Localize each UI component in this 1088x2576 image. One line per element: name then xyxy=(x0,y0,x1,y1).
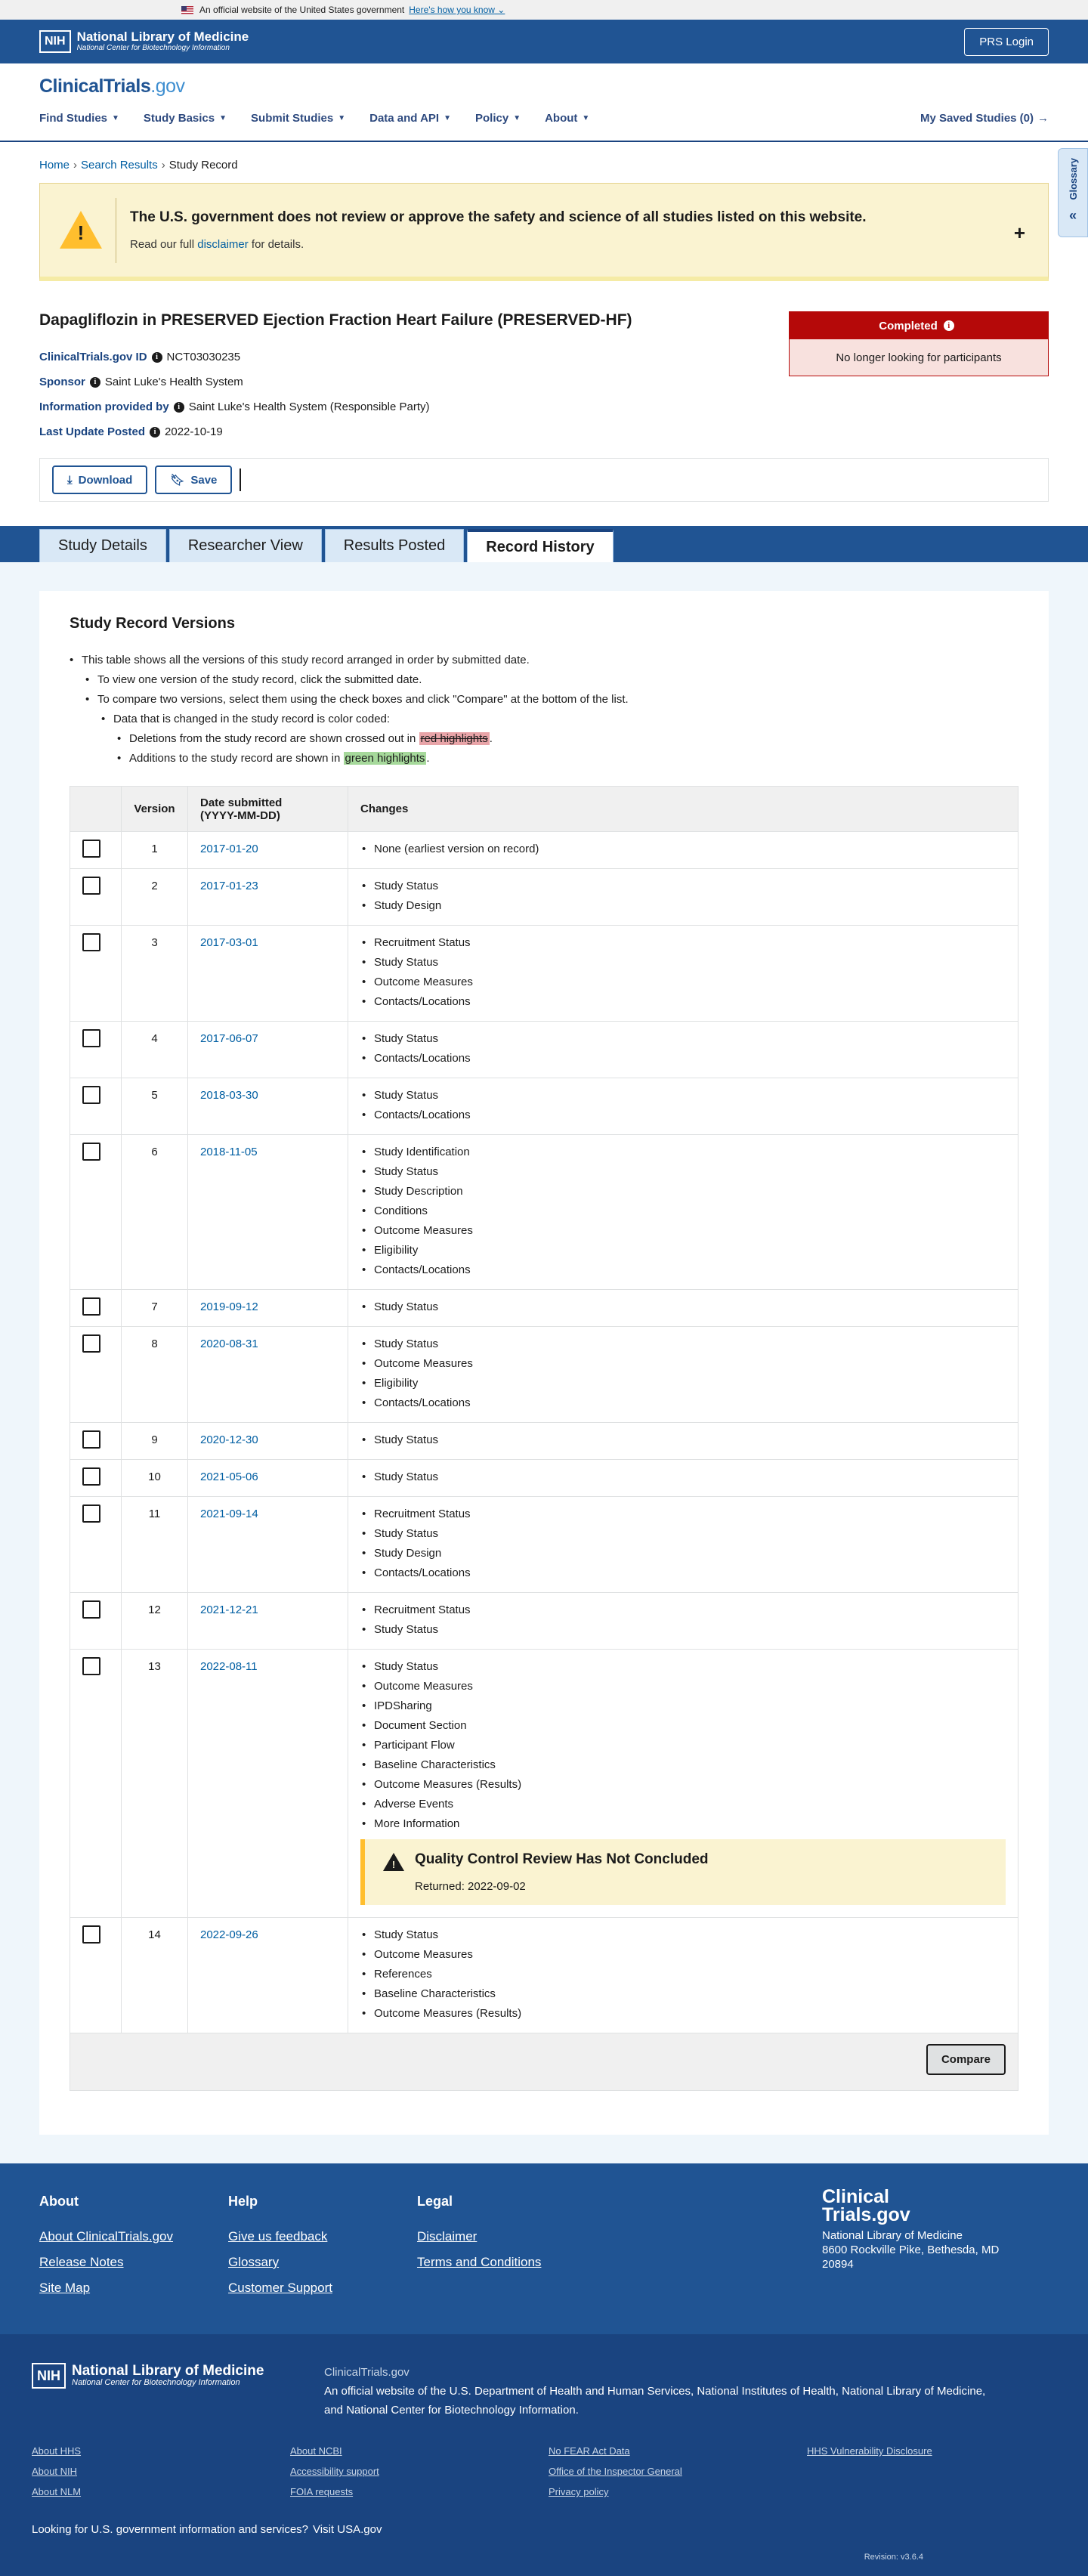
select-cell xyxy=(70,1078,122,1135)
version-number: 2 xyxy=(122,869,188,926)
nlm-logo[interactable] xyxy=(39,30,249,53)
us-flag-icon xyxy=(181,6,193,14)
change-item: • Participant Flow xyxy=(360,1739,1006,1752)
changes-cell xyxy=(348,1650,1018,1918)
date-cell xyxy=(188,1423,348,1460)
select-cell xyxy=(70,1423,122,1460)
change-item: • Baseline Characteristics xyxy=(360,1758,1006,1771)
change-item: • Outcome Measures xyxy=(360,1357,1006,1370)
change-item: • Document Section xyxy=(360,1719,1006,1732)
compare-row xyxy=(70,2033,1018,2091)
change-item: • More Information xyxy=(360,1817,1006,1830)
date-cell xyxy=(188,1650,348,1918)
version-number: 5 xyxy=(122,1078,188,1135)
table-row xyxy=(70,1022,1018,1078)
version-number: 9 xyxy=(122,1423,188,1460)
divider xyxy=(240,469,241,491)
version-date-link[interactable]: 2018-03-30 xyxy=(200,1089,258,1102)
gov-link[interactable]: About NLM xyxy=(32,2486,82,2497)
footer-link-glossary[interactable]: Glossary xyxy=(228,2255,280,2269)
versions-card xyxy=(39,591,1049,2135)
gov-links xyxy=(32,2445,1056,2497)
changes-cell xyxy=(348,1497,1018,1593)
change-item: • Study Status xyxy=(360,1032,1006,1045)
footer-ct-logo[interactable]: Clinical Trials.gov xyxy=(822,2186,910,2225)
expand-plus-icon[interactable]: + xyxy=(1013,221,1025,244)
info-icon[interactable]: i xyxy=(152,352,162,363)
version-date-link[interactable]: 2021-09-14 xyxy=(200,1508,258,1520)
version-checkbox[interactable] xyxy=(82,1143,100,1161)
usa-gov-line: Looking for U.S. government information and services? Visit USA.gov xyxy=(32,2523,382,2536)
table-row xyxy=(70,832,1018,869)
footer-brand xyxy=(822,2188,1020,2271)
versions-title: Study Record Versions xyxy=(70,615,235,632)
change-item: • Baseline Characteristics xyxy=(360,1987,1006,2000)
change-item: • Study Status xyxy=(360,1300,1006,1313)
tab-results-posted[interactable]: Results Posted xyxy=(325,529,465,562)
heres-how-link[interactable]: Here's how you know ⌄ xyxy=(409,5,505,15)
date-cell xyxy=(188,1022,348,1078)
nav-policy[interactable]: Policy ▼ xyxy=(475,112,521,125)
changes-cell xyxy=(348,1135,1018,1290)
gov-banner xyxy=(0,0,1088,20)
change-item: • Contacts/Locations xyxy=(360,995,1006,1008)
change-item: • Study Status xyxy=(360,1165,1006,1178)
table-row xyxy=(70,1650,1018,1918)
qc-alert xyxy=(360,1839,1006,1905)
red-highlight-sample: red highlights xyxy=(420,732,488,745)
disclaimer-link[interactable]: disclaimer xyxy=(197,238,249,251)
date-cell xyxy=(188,832,348,869)
change-item: • Study Status xyxy=(360,956,1006,969)
table-row xyxy=(70,1327,1018,1423)
footer-address: National Library of Medicine 8600 Rockville Pike, Bethesda, MD 20894 xyxy=(822,2229,1000,2271)
change-item: • Contacts/Locations xyxy=(360,1566,1006,1579)
info-provided-value: Saint Luke's Health System (Responsible Party) xyxy=(188,400,430,413)
changes-cell xyxy=(348,832,1018,869)
change-item: • Outcome Measures xyxy=(360,1948,1006,1961)
usa-gov-link[interactable]: Visit USA.gov xyxy=(313,2523,382,2536)
status-box xyxy=(789,311,1049,376)
tab-researcher-view[interactable]: Researcher View xyxy=(169,529,322,562)
chevron-down-icon: ▼ xyxy=(338,114,346,122)
breadcrumb-separator-icon: › xyxy=(161,159,165,172)
select-cell xyxy=(70,1022,122,1078)
nav-data-api[interactable]: Data and API ▼ xyxy=(369,112,451,125)
change-item: • Study Status xyxy=(360,1337,1006,1350)
info-icon[interactable]: i xyxy=(944,320,954,331)
col-version: Version xyxy=(122,787,188,832)
version-number: 11 xyxy=(122,1497,188,1593)
table-row xyxy=(70,1460,1018,1497)
ct-header xyxy=(0,63,1088,142)
gov-link[interactable]: Office of the Inspector General xyxy=(549,2466,682,2477)
change-item: • Conditions xyxy=(360,1205,1006,1217)
desc-item-additions: • Additions to the study record are shown in green highlights . xyxy=(117,752,1018,765)
change-item: • Contacts/Locations xyxy=(360,1396,1006,1409)
nlm-footer-info: ClinicalTrials.gov An official website of the U.S. Department of Health and Human Services, National Institutes of Health, National Library of Medicine, and National Center for Biotechnology Information. xyxy=(324,2366,986,2417)
change-item: • Contacts/Locations xyxy=(360,1109,1006,1121)
version-checkbox[interactable] xyxy=(82,933,100,951)
version-number: 10 xyxy=(122,1460,188,1497)
changes-cell xyxy=(348,1918,1018,2033)
record-history-content xyxy=(0,562,1088,2163)
status-subtext: No longer looking for participants xyxy=(790,339,1048,376)
nlm-footer-logo[interactable]: NIH National Library of Medicine National Center for Biotechnology Information xyxy=(32,2363,324,2389)
version-number: 14 xyxy=(122,1918,188,2033)
version-number: 13 xyxy=(122,1650,188,1918)
nav-about[interactable]: About ▼ xyxy=(545,112,590,125)
chevron-down-icon: ▼ xyxy=(513,114,521,122)
info-icon[interactable]: i xyxy=(150,427,160,438)
table-row xyxy=(70,1135,1018,1290)
footer-heading: About xyxy=(39,2194,79,2209)
bookmark-icon: 🔖︎ xyxy=(170,474,185,487)
changes-cell xyxy=(348,1290,1018,1327)
select-cell xyxy=(70,926,122,1022)
version-date-link[interactable]: 2018-11-05 xyxy=(200,1146,258,1158)
change-item: • Adverse Events xyxy=(360,1798,1006,1811)
download-icon: ⤓ xyxy=(67,473,73,487)
select-cell xyxy=(70,1650,122,1918)
table-row xyxy=(70,926,1018,1022)
changes-cell xyxy=(348,1327,1018,1423)
change-item: • Study Status xyxy=(360,1660,1006,1673)
nlm-footer xyxy=(0,2334,1088,2576)
version-checkbox[interactable] xyxy=(82,1504,100,1523)
glossary-label: Glossary xyxy=(1067,158,1079,200)
double-chevron-left-icon: « xyxy=(1068,207,1077,223)
version-checkbox[interactable] xyxy=(82,1029,100,1047)
change-item: • Study Design xyxy=(360,1547,1006,1560)
chevron-down-icon: ▼ xyxy=(112,114,119,122)
table-row xyxy=(70,1078,1018,1135)
table-row xyxy=(70,1918,1018,2033)
info-icon[interactable]: i xyxy=(174,402,184,413)
warning-icon xyxy=(60,211,102,250)
versions-description xyxy=(70,654,1018,765)
version-checkbox[interactable] xyxy=(82,1334,100,1353)
version-number: 8 xyxy=(122,1327,188,1423)
main-nav xyxy=(39,112,1049,125)
version-checkbox[interactable] xyxy=(82,1467,100,1486)
changes-cell xyxy=(348,926,1018,1022)
chevron-down-icon: ▼ xyxy=(219,114,227,122)
footer-link-about-ct[interactable]: About ClinicalTrials.gov xyxy=(39,2229,173,2244)
date-cell xyxy=(188,1290,348,1327)
date-cell xyxy=(188,926,348,1022)
footer-link-terms[interactable]: Terms and Conditions xyxy=(417,2255,542,2269)
version-date-link[interactable]: 2021-12-21 xyxy=(200,1603,258,1616)
changes-cell xyxy=(348,1078,1018,1135)
green-highlight-sample: green highlights xyxy=(345,752,425,765)
change-item: • None (earliest version on record) xyxy=(360,843,1006,855)
version-number: 7 xyxy=(122,1290,188,1327)
col-date: Date submitted (YYYY-MM-DD) xyxy=(188,787,348,832)
changes-cell xyxy=(348,1593,1018,1650)
tab-bar xyxy=(0,526,1088,562)
gov-link[interactable]: Privacy policy xyxy=(549,2486,609,2497)
qc-returned: Returned: 2022-09-02 xyxy=(415,1880,526,1893)
link-ncbi[interactable]: National Center for Biotechnology Information xyxy=(346,2404,576,2417)
table-row xyxy=(70,1497,1018,1593)
select-cell xyxy=(70,832,122,869)
version-number: 6 xyxy=(122,1135,188,1290)
date-cell xyxy=(188,1593,348,1650)
breadcrumb xyxy=(0,142,1088,183)
ct-logo[interactable]: ClinicalTrials.gov xyxy=(39,76,185,97)
ncbi-subtitle: National Center for Biotechnology Information xyxy=(76,44,230,52)
link-hhs[interactable]: U.S. Department of Health and Human Services xyxy=(449,2385,691,2398)
change-item: • Recruitment Status xyxy=(360,936,1006,949)
changes-cell xyxy=(348,1423,1018,1460)
tab-study-details[interactable]: Study Details xyxy=(39,529,166,562)
footer-help xyxy=(228,2194,417,2334)
date-cell xyxy=(188,1327,348,1423)
version-date-link[interactable]: 2022-08-11 xyxy=(200,1660,258,1673)
version-date-link[interactable]: 2020-08-31 xyxy=(200,1337,258,1350)
table-row xyxy=(70,1423,1018,1460)
version-checkbox[interactable] xyxy=(82,1657,100,1675)
footer-about xyxy=(39,2194,228,2334)
version-date-link[interactable]: 2019-09-12 xyxy=(200,1300,258,1313)
version-number: 4 xyxy=(122,1022,188,1078)
select-cell xyxy=(70,1460,122,1497)
site-footer xyxy=(0,2163,1088,2334)
select-cell xyxy=(70,869,122,926)
nih-logo-box: NIH xyxy=(39,30,71,53)
version-checkbox[interactable] xyxy=(82,840,100,858)
change-item: • Outcome Measures xyxy=(360,976,1006,988)
select-cell xyxy=(70,1327,122,1423)
select-cell xyxy=(70,1135,122,1290)
qc-title: Quality Control Review Has Not Concluded xyxy=(415,1851,709,1867)
date-cell xyxy=(188,1918,348,2033)
date-cell xyxy=(188,869,348,926)
version-checkbox[interactable] xyxy=(82,1925,100,1944)
change-item: • Recruitment Status xyxy=(360,1508,1006,1520)
nav-study-basics[interactable]: Study Basics ▼ xyxy=(143,112,227,125)
change-item: • Eligibility xyxy=(360,1377,1006,1390)
desc-item: • Data that is changed in the study record is color coded: xyxy=(101,713,1018,725)
change-item: • Contacts/Locations xyxy=(360,1052,1006,1065)
study-id-row: ClinicalTrials.gov ID i NCT03030235 xyxy=(39,351,241,363)
change-item: • Study Design xyxy=(360,899,1006,912)
version-checkbox[interactable] xyxy=(82,1430,100,1449)
desc-item-deletions: • Deletions from the study record are shown crossed out in red highlights . xyxy=(117,732,1018,745)
breadcrumb-search-results[interactable]: Search Results xyxy=(81,159,158,172)
tab-record-history[interactable]: Record History xyxy=(467,529,613,562)
version-date-link[interactable]: 2017-06-07 xyxy=(200,1032,258,1045)
compare-button[interactable]: Compare xyxy=(926,2044,1006,2075)
select-cell xyxy=(70,1918,122,2033)
change-item: • Study Identification xyxy=(360,1146,1006,1158)
glossary-tab[interactable] xyxy=(1058,148,1088,237)
gov-link[interactable]: No FEAR Act Data xyxy=(549,2445,630,2457)
version-checkbox[interactable] xyxy=(82,1600,100,1619)
version-date-link[interactable]: 2021-05-06 xyxy=(200,1470,258,1483)
gov-link[interactable]: HHS Vulnerability Disclosure xyxy=(807,2445,932,2457)
info-icon[interactable]: i xyxy=(90,377,100,388)
desc-item: • To compare two versions, select them using the check boxes and click "Compare" at the bottom of the list. xyxy=(85,693,1018,706)
date-cell xyxy=(188,1460,348,1497)
gov-banner-text: An official website of the United States government xyxy=(199,5,405,15)
last-update-value: 2022-10-19 xyxy=(165,425,223,438)
footer-heading: Help xyxy=(228,2194,258,2209)
breadcrumb-current: Study Record xyxy=(168,159,238,172)
desc-item: • This table shows all the versions of this study record arranged in order by submitted date. xyxy=(70,654,1018,666)
change-item: • IPDSharing xyxy=(360,1699,1006,1712)
select-cell xyxy=(70,1497,122,1593)
date-cell xyxy=(188,1497,348,1593)
alert-text: Read our full disclaimer for details. xyxy=(130,238,304,251)
gov-link[interactable]: FOIA requests xyxy=(290,2486,354,2497)
chevron-down-icon: ▼ xyxy=(444,114,451,122)
last-update-row: Last Update Posted i 2022-10-19 xyxy=(39,425,223,438)
study-id: NCT03030235 xyxy=(166,351,241,363)
info-provided-row: Information provided by i Saint Luke's Health System (Responsible Party) xyxy=(39,400,430,413)
changes-cell xyxy=(348,869,1018,926)
date-cell xyxy=(188,1078,348,1135)
footer-link-support[interactable]: Customer Support xyxy=(228,2281,332,2295)
change-item: • Outcome Measures (Results) xyxy=(360,1778,1006,1791)
col-select xyxy=(70,787,122,832)
footer-link-disclaimer[interactable]: Disclaimer xyxy=(417,2229,478,2244)
version-date-link[interactable]: 2017-01-20 xyxy=(200,843,258,855)
footer-link-site-map[interactable]: Site Map xyxy=(39,2281,91,2295)
breadcrumb-home[interactable]: Home xyxy=(39,159,70,172)
changes-cell xyxy=(348,1460,1018,1497)
change-item: • Study Status xyxy=(360,1623,1006,1636)
footer-link-feedback[interactable]: Give us feedback xyxy=(228,2229,328,2244)
footer-heading: Legal xyxy=(417,2194,453,2209)
change-item: • Outcome Measures xyxy=(360,1680,1006,1693)
alert-title: The U.S. government does not review or approve the safety and science of all studies listed on this website. xyxy=(130,209,867,225)
change-item: • Study Status xyxy=(360,1928,1006,1941)
nav-find-studies[interactable]: Find Studies ▼ xyxy=(39,112,119,125)
link-nih[interactable]: National Institutes of Health xyxy=(697,2385,836,2398)
version-number: 3 xyxy=(122,926,188,1022)
gov-link[interactable]: About NCBI xyxy=(290,2445,342,2457)
gov-link[interactable]: Accessibility support xyxy=(290,2466,379,2477)
table-row xyxy=(70,1290,1018,1327)
nih-header xyxy=(0,20,1088,63)
select-cell xyxy=(70,1290,122,1327)
version-checkbox[interactable] xyxy=(82,1086,100,1104)
versions-table xyxy=(70,786,1018,2091)
date-cell xyxy=(188,1135,348,1290)
footer-legal xyxy=(417,2194,606,2334)
version-date-link[interactable]: 2020-12-30 xyxy=(200,1433,258,1446)
nlm-title: National Library of Medicine xyxy=(76,29,249,44)
change-item: • Outcome Measures (Results) xyxy=(360,2007,1006,2020)
chevron-down-icon: ▼ xyxy=(582,114,590,122)
desc-item: • To view one version of the study record, click the submitted date. xyxy=(85,673,1018,686)
version-date-link[interactable]: 2017-01-23 xyxy=(200,880,258,892)
study-title: Dapagliflozin in PRESERVED Ejection Fraction Heart Failure (PRESERVED-HF) xyxy=(39,311,632,329)
version-checkbox[interactable] xyxy=(82,1297,100,1316)
version-date-link[interactable]: 2017-03-01 xyxy=(200,936,258,949)
sponsor-row: Sponsor i Saint Luke's Health System xyxy=(39,376,243,388)
change-item: • Outcome Measures xyxy=(360,1224,1006,1237)
prs-login-button[interactable]: PRS Login xyxy=(964,28,1049,56)
changes-cell xyxy=(348,1022,1018,1078)
sponsor-value: Saint Luke's Health System xyxy=(104,376,243,388)
change-item: • Recruitment Status xyxy=(360,1603,1006,1616)
change-item: • References xyxy=(360,1968,1006,1981)
version-checkbox[interactable] xyxy=(82,877,100,895)
col-changes: Changes xyxy=(348,787,1018,832)
version-number: 1 xyxy=(122,832,188,869)
select-cell xyxy=(70,1593,122,1650)
change-item: • Study Description xyxy=(360,1185,1006,1198)
action-bar xyxy=(39,458,1049,502)
disclaimer-alert xyxy=(39,183,1049,281)
change-item: • Study Status xyxy=(360,1433,1006,1446)
change-item: • Study Status xyxy=(360,1527,1006,1540)
change-item: • Study Status xyxy=(360,880,1006,892)
breadcrumb-separator-icon: › xyxy=(73,159,78,172)
link-nlm[interactable]: National Library of Medicine xyxy=(842,2385,983,2398)
version-number: 12 xyxy=(122,1593,188,1650)
status-badge: Completed i xyxy=(790,312,1048,339)
arrow-right-icon: → xyxy=(1037,112,1049,125)
save-button[interactable]: 🔖︎ Save xyxy=(155,465,232,494)
gov-link[interactable]: About HHS xyxy=(32,2445,82,2457)
version-date-link[interactable]: 2022-09-26 xyxy=(200,1928,258,1941)
table-row xyxy=(70,869,1018,926)
download-button[interactable]: ⤓ Download xyxy=(52,465,147,494)
change-item: • Eligibility xyxy=(360,1244,1006,1257)
my-saved-studies[interactable]: My Saved Studies (0) → xyxy=(920,112,1049,125)
gov-link[interactable]: About NIH xyxy=(32,2466,77,2477)
revision: Revision: v3.6.4 xyxy=(864,2553,923,2562)
change-item: • Contacts/Locations xyxy=(360,1263,1006,1276)
warning-icon xyxy=(383,1853,404,1872)
nav-submit-studies[interactable]: Submit Studies ▼ xyxy=(251,112,346,125)
change-item: • Study Status xyxy=(360,1470,1006,1483)
footer-link-release-notes[interactable]: Release Notes xyxy=(39,2255,124,2269)
table-row xyxy=(70,1593,1018,1650)
study-header xyxy=(0,281,1088,458)
change-item: • Study Status xyxy=(360,1089,1006,1102)
